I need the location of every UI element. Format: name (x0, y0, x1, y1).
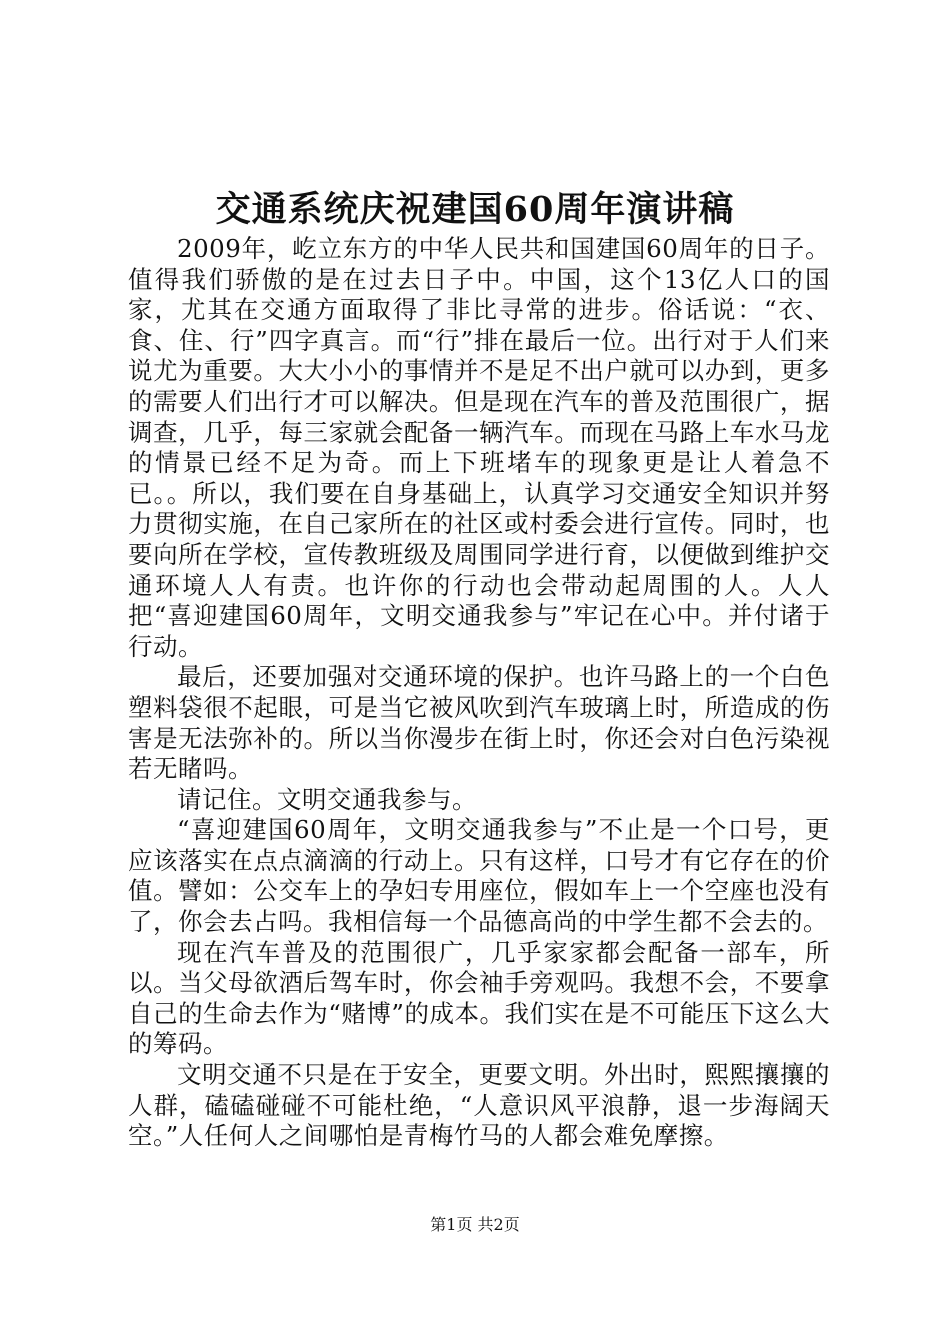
document-body (128, 234, 830, 1152)
document-title: 交通系统庆祝建国60周年演讲稿 (215, 189, 735, 230)
paragraph: 最后，还要加强对交通环境的保护。也许马路上的一个白色塑料袋很不起眼，可是当它被风吹到汽车玻璃上时，所造成的伤害是无法弥补的。所以当你漫步在街上时，你还会对白色污染视若无睹吗。 (128, 662, 830, 784)
paragraph: 现在汽车普及的范围很广，几乎家家都会配备一部车，所以。当父母欲酒后驾车时，你会袖手旁观吗。我想不会，不要拿自己的生命去作为“赌博”的成本。我们实在是不可能压下这么大的筹码。 (128, 937, 830, 1059)
paragraph: 文明交通不只是在于安全，更要文明。外出时，熙熙攘攘的人群，磕磕碰碰不可能杜绝，“人意识风平浪静，退一步海阔天空。”人任何人之间哪怕是青梅竹马的人都会难免摩擦。 (128, 1060, 830, 1151)
paragraph: “喜迎建国60周年，文明交通我参与”不止是一个口号，更应该落实在点点滴滴的行动上。只有这样，口号才有它存在的价值。譬如：公交车上的孕妇专用座位，假如车上一个空座也没有了，你会去占吗。我相信每一个品德高尚的中学生都不会去的。 (128, 815, 830, 937)
page-footer: 第1页 共2页 (430, 1215, 520, 1234)
paragraph: 请记住。文明交通我参与。 (177, 784, 477, 814)
paragraph: 2009年，屹立东方的中华人民共和国建国60周年的日子。值得我们骄傲的是在过去日子中。中国，这个13亿人口的国家，尤其在交通方面取得了非比寻常的进步。俗话说：“衣、食、住、行”四字真言。而“行”排在最后一位。出行对于人们来说尤为重要。大大小小的事情并不是足不出户就可以办到，更多的需要人们出行才可以解决。但是现在汽车的普及范围很广，据调查，几乎，每三家就会配备一辆汽车。而现在马路上车水马龙的情景已经不足为奇。而上下班堵车的现象更是让人着急不已。。所以，我们要在自身基础上，认真学习交通安全知识并努力贯彻实施，在自己家所在的社区或村委会进行宣传。同时，也要向所在学校，宣传教班级及周围同学进行育，以便做到维护交通环境人人有责。也许你的行动也会带动起周围的人。人人把“喜迎建国60周年，文明交通我参与”牢记在心中。并付诸于行动。 (128, 234, 830, 661)
